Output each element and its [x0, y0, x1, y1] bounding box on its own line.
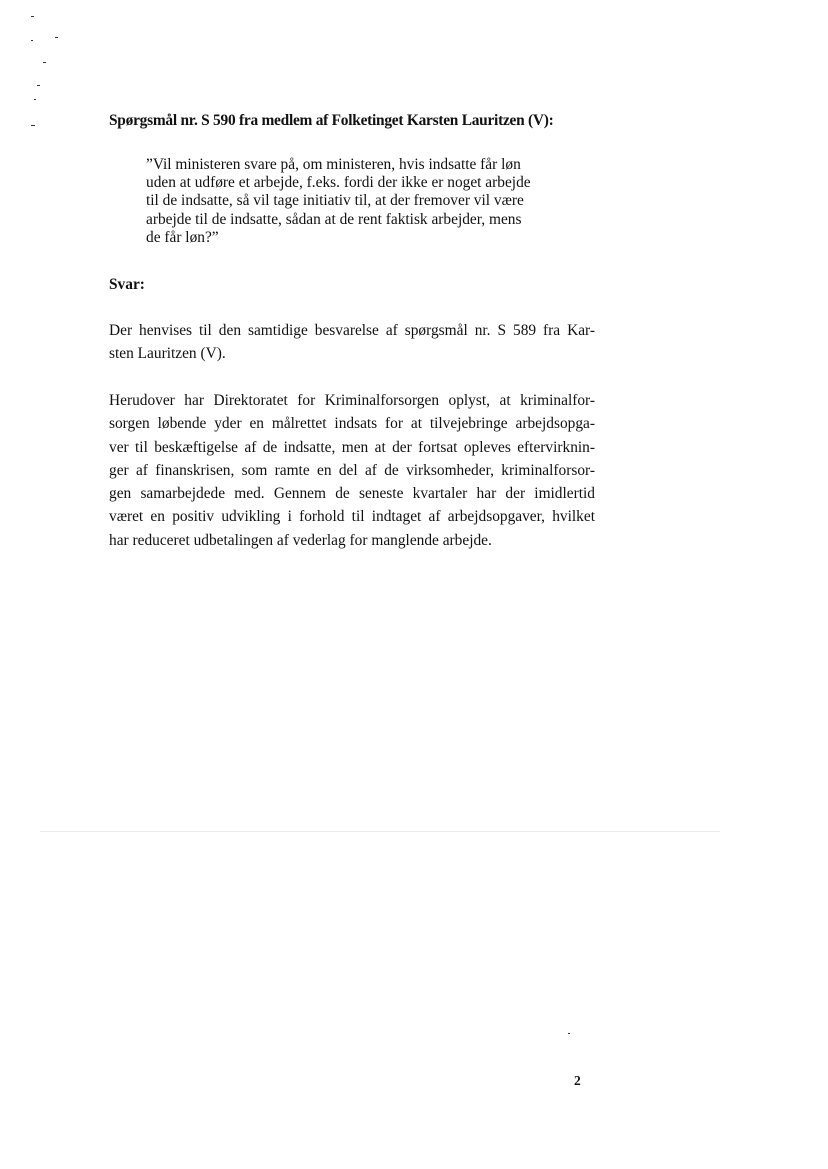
question-line: uden at udføre et arbejde, f.eks. fordi der ikke er noget arbejde	[146, 174, 531, 192]
paragraph-line: sten Lauritzen (V).	[109, 345, 226, 363]
scan-speck	[37, 85, 40, 86]
scan-speck	[31, 40, 33, 41]
question-heading: Spørgsmål nr. S 590 fra medlem af Folketinget Karsten Lauritzen (V):	[109, 112, 554, 129]
scan-speck	[43, 62, 46, 63]
scan-speck	[55, 37, 58, 38]
paragraph-line: været en positiv udvikling i forhold til indtaget af arbejdsopgaver, hvilket	[109, 508, 595, 526]
question-line: til de indsatte, så vil tage initiativ til, at der fremover vil være	[146, 192, 524, 210]
answer-paragraph-2	[109, 389, 595, 552]
question-line: ”Vil ministeren svare på, om ministeren, hvis indsatte får løn	[146, 156, 521, 173]
answer-paragraph-1	[109, 319, 595, 366]
scan-speck	[34, 99, 36, 100]
scan-fold-line	[40, 831, 720, 832]
question-quote	[146, 156, 566, 247]
page-number: 2	[574, 1073, 581, 1088]
answer-label: Svar:	[109, 276, 145, 293]
paragraph-line: ver til beskæftigelse af de indsatte, men at der fortsat opleves eftervirknin-	[109, 438, 595, 456]
paragraph-line: sorgen løbende yder en målrettet indsats for at tilvejebringe arbejdsopga-	[109, 415, 595, 433]
paragraph-line: Der henvises til den samtidige besvarelse af spørgsmål nr. S 589 fra Kar-	[109, 322, 595, 339]
scan-speck	[31, 16, 34, 17]
paragraph-line: har reduceret udbetalingen af vederlag for manglende arbejde.	[109, 531, 492, 549]
question-line: arbejde til de indsatte, sådan at de rent faktisk arbejder, mens	[146, 210, 522, 228]
paragraph-line: ger af finanskrisen, som ramte en del af de virksomheder, kriminalforsor-	[109, 461, 595, 479]
paragraph-line: gen samarbejdede med. Gennem de seneste kvartaler har der imidlertid	[109, 485, 595, 503]
question-line: de får løn?”	[146, 228, 219, 246]
scan-speck	[31, 125, 35, 126]
scan-speck	[568, 1033, 570, 1034]
paragraph-line: Herudover har Direktoratet for Kriminalforsorgen oplyst, at kriminalfor-	[109, 392, 595, 409]
